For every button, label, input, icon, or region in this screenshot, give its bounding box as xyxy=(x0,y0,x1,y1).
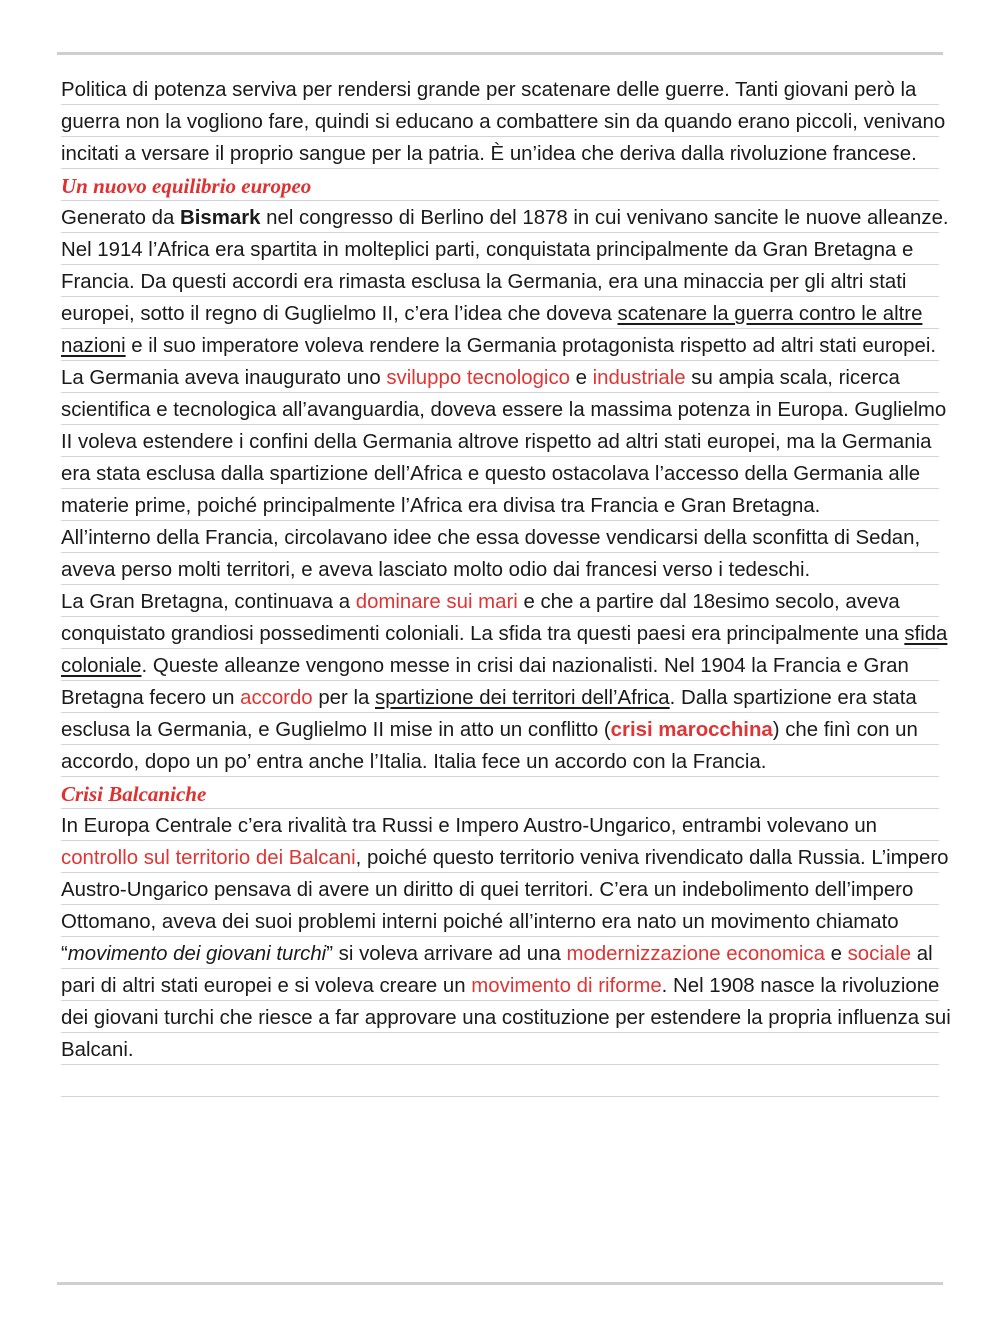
highlight-term: industriale xyxy=(592,367,686,389)
underlined-term: sfida coloniale xyxy=(61,623,948,677)
section-heading-balcaniche: Crisi Balcaniche xyxy=(61,782,207,806)
highlight-term: sviluppo tecnologico xyxy=(386,367,570,389)
underlined-term: scatenare la guerra contro le altre nazioni xyxy=(61,303,923,357)
highlight-term: sociale xyxy=(847,943,912,965)
bold-term: Bismark xyxy=(180,207,261,229)
paragraph-gran-bretagna: La Gran Bretagna, continuava a dominare sui mari e che a partire dal 18esimo secolo, aveva conquistato grandiosi possedimenti coloniali. La sfida tra questi paesi era principalmente una sfida coloniale. Queste alleanze vengono messe in crisi dai nazionalisti. Nel 1904 la Francia e Gran Bretagna fecero un accordo per la spartizione dei territori dell’Africa. Dalla spartizione era stata esclusa la Germania, e Guglielmo II mise in atto un conflitto (crisi marocchina) che finì con un accordo, dopo un po’ entra anche l’Italia. Italia fece un accordo con la Francia. xyxy=(61,591,948,773)
document-body xyxy=(61,74,951,1098)
section-heading-equilibrio: Un nuovo equilibrio europeo xyxy=(61,174,312,198)
paragraph-potenza: Politica di potenza serviva per rendersi grande per scatenare delle guerre. Tanti giovani però la guerra non la vogliono fare, quindi si educano a combattere sin da quando erano piccoli, venivano incitati a versare il proprio sangue per la patria. È un’idea che deriva dalla rivoluzione francese. xyxy=(61,79,946,165)
italic-term: movimento dei giovani turchi xyxy=(67,943,327,965)
paragraph-balcani: In Europa Centrale c’era rivalità tra Russi e Impero Austro-Ungarico, entrambi volevano un controllo sul territorio dei Balcani, poiché questo territorio veniva rivendicato dalla Russia. L’impero Austro-Ungarico pensava di avere un diritto di quei territori. C’era un indebolimento dell’impero Ottomano, aveva dei suoi problemi interni poiché all’interno era nato un movimento chiamato “movimento dei giovani turchi” si voleva arrivare ad una modernizzazione economica e sociale al pari di altri stati europei e si voleva creare un movimento di riforme. Nel 1908 nasce la rivoluzione dei giovani turchi che riesce a far approvare una costituzione per estendere la propria influenza sui Balcani. xyxy=(61,815,951,1061)
bottom-divider xyxy=(57,1282,943,1285)
top-divider xyxy=(57,52,943,55)
highlight-term: accordo xyxy=(240,687,313,709)
paragraph-bismark: Generato da Bismark nel congresso di Berlino del 1878 in cui venivano sancite le nuove alleanze. Nel 1914 l’Africa era spartita in molteplici parti, conquistata principalmente da Gran Bretagna e Francia. Da questi accordi era rimasta esclusa la Germania, era una minaccia per gli altri stati europei, sotto il regno di Guglielmo II, c’era l’idea che doveva scatenare la guerra contro le altre nazioni e il suo imperatore voleva rendere la Germania protagonista rispetto ad altri stati europei. La Germania aveva inaugurato uno sviluppo tecnologico e industriale su ampia scala, ricerca scientifica e tecnologica all’avanguardia, doveva essere la massima potenza in Europa. Guglielmo II voleva estendere i confini della Germania altrove rispetto ad altri stati europei, ma la Germania era stata esclusa dalla spartizione dell’Africa e questo ostacolava l’accesso della Germania alle materie prime, poiché principalmente l’Africa era divisa tra Francia e Gran Bretagna. xyxy=(61,207,949,517)
underlined-term: spartizione dei territori dell’Africa xyxy=(375,687,670,709)
highlight-term: controllo sul territorio dei Balcani xyxy=(61,847,356,869)
bold-highlight-term: crisi marocchina xyxy=(610,719,773,741)
paragraph-francia: All’interno della Francia, circolavano idee che essa dovesse vendicarsi della sconfitta di Sedan, aveva perso molti territori, e aveva lasciato molto odio dai francesi verso i tedeschi. xyxy=(61,527,921,581)
highlight-term: modernizzazione economica xyxy=(566,943,825,965)
highlight-term: dominare sui mari xyxy=(355,591,518,613)
highlight-term: movimento di riforme xyxy=(471,975,662,997)
